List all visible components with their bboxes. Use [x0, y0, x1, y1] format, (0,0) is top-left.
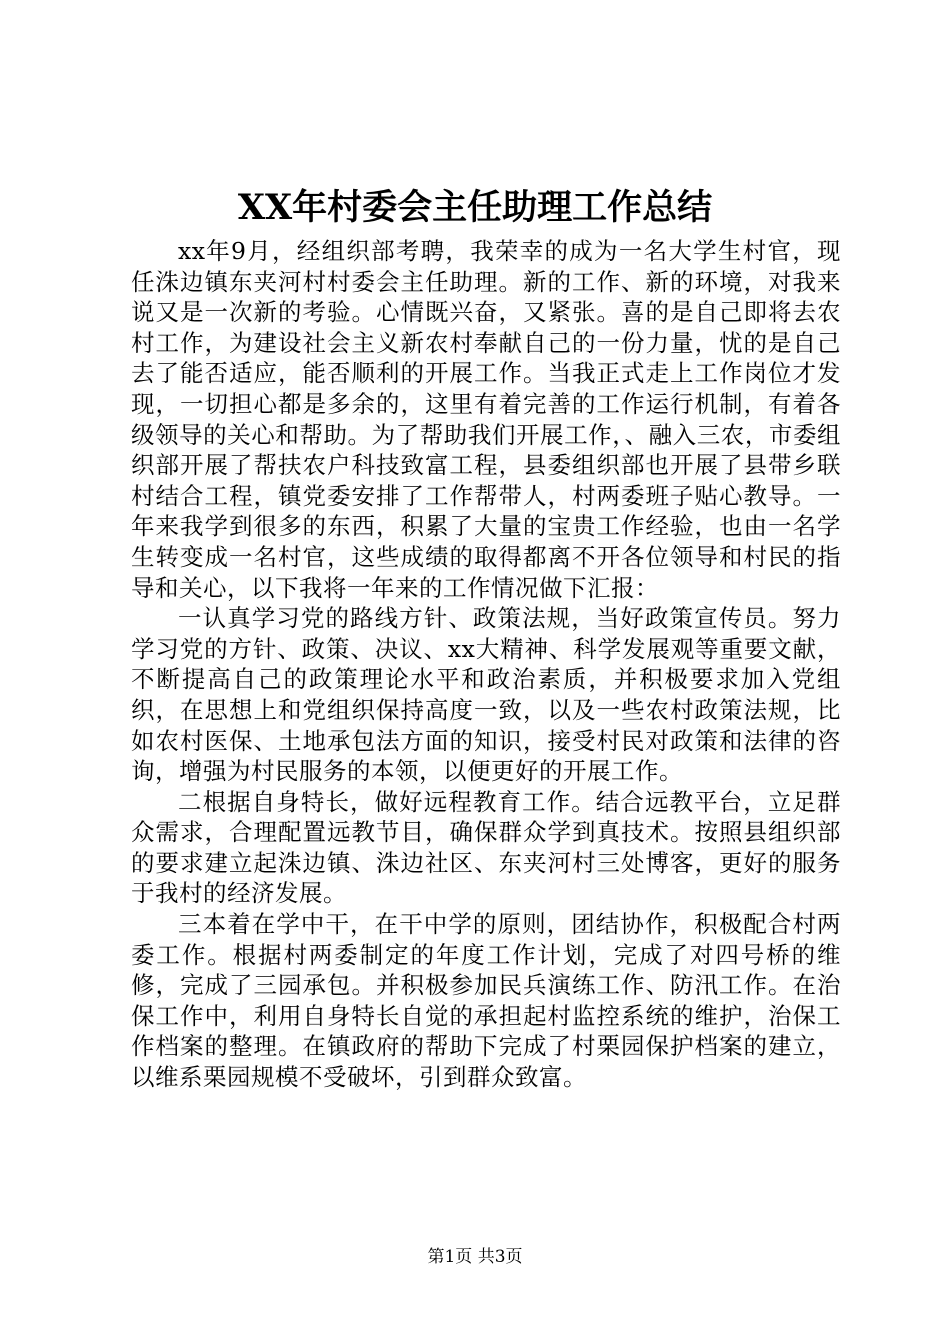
document-body: [131, 236, 841, 1093]
paragraph-intro: xx年9月，经组织部考聘，我荣幸的成为一名大学生村官，现任洙边镇东夹河村村委会主任助理。新的工作、新的环境，对我来说又是一次新的考验。心情既兴奋，又紧张。喜的是自己即将去农村工作，为建设社会主义新农村奉献自己的一份力量，忧的是自己去了能否适应，能否顺利的开展工作。当我正式走上工作岗位才发现，一切担心都是多余的，这里有着完善的工作运行机制，有着各级领导的关心和帮助。为了帮助我们开展工作，、融入三农，市委组织部开展了帮扶农户科技致富工程，县委组织部也开展了县带乡联村结合工程，镇党委安排了工作帮带人，村两委班子贴心教导。一年来我学到很多的东西，积累了大量的宝贵工作经验，也由一名学生转变成一名村官，这些成绩的取得都离不开各位领导和村民的指导和关心，以下我将一年来的工作情况做下汇报：: [131, 237, 841, 602]
paragraph-village-work: 三本着在学中干，在干中学的原则，团结协作，积极配合村两委工作。根据村两委制定的年度工作计划，完成了对四号桥的维修，完成了三园承包。并积极参加民兵演练工作、防汛工作。在治保工作中，利用自身特长自觉的承担起村监控系统的维护，治保工作档案的整理。在镇政府的帮助下完成了村栗园保护档案的建立，以维系栗园规模不受破坏，引到群众致富。: [131, 910, 841, 1092]
paragraph-remote-education: 二根据自身特长，做好远程教育工作。结合远教平台，立足群众需求，合理配置远教节目，确保群众学到真技术。按照县组织部的要求建立起洙边镇、洙边社区、东夹河村三处博客，更好的服务于我村的经济发展。: [131, 787, 841, 908]
paragraph-study-policy: 一认真学习党的路线方针、政策法规，当好政策宣传员。努力学习党的方针、政策、决议、xx大精神、科学发展观等重要文献，不断提高自己的政策理论水平和政治素质，并积极要求加入党组织，在思想上和党组织保持高度一致，以及一些农村政策法规，比如农村医保、土地承包法方面的知识，接受村民对政策和法律的咨询，增强为村民服务的本领，以便更好的开展工作。: [131, 604, 841, 786]
page-title: XX年村委会主任助理工作总结: [237, 187, 713, 228]
page-footer: 第1页 共3页: [427, 1247, 523, 1267]
